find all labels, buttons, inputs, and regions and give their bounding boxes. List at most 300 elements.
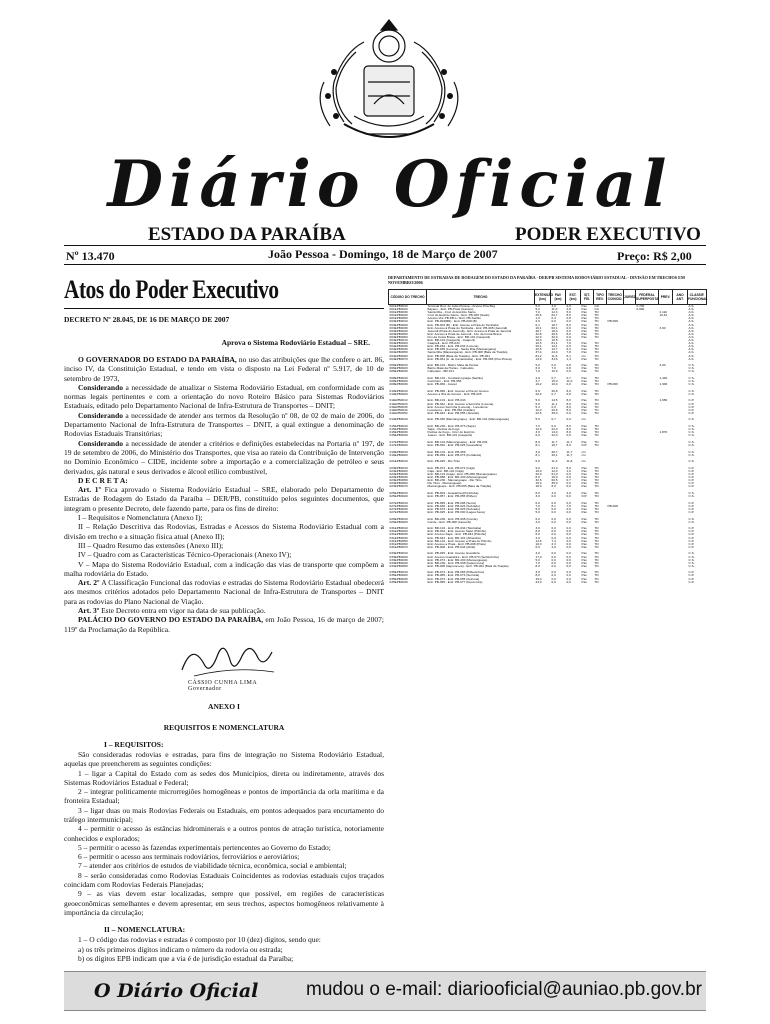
table-cell: C.S. (688, 453, 695, 457)
table-cell: TD (594, 367, 599, 371)
table-cell: Pav (581, 428, 587, 432)
table-cell: Pav (581, 367, 587, 371)
table-cell: C.S. (688, 418, 695, 422)
table-cell: 0,0 (566, 329, 571, 333)
table-cell: 0,0 (566, 320, 571, 324)
table-cell (673, 581, 688, 584)
table-cell: C.P. (688, 527, 695, 531)
table-cell: 15,0 (535, 577, 542, 581)
table-cell: 22,0 (551, 434, 558, 438)
table-cell: 031EPB0040 (389, 536, 408, 540)
table-cell: 20,0 (535, 473, 542, 477)
table-cell: 6,0 (535, 460, 540, 464)
footer-banner (64, 971, 706, 1011)
table-cell: Mamanguape - Entr. PB-065 (Baía da Traição) (427, 485, 492, 489)
table-cell: C.P. (688, 466, 695, 470)
table-cell: 18,7 (551, 443, 558, 447)
decree-closing: PALÁCIO DO GOVERNO DO ESTADO DA PARAÍBA, em João Pessoa, 16 de março de 2007; 119º da Proclamação da República. (64, 615, 384, 634)
table-cell: Pav (581, 370, 587, 374)
table-cell: 6,9 (535, 389, 540, 393)
table-cell: Entr. Acesso Sapé - Entr. PB-044 (Pitimbu) (427, 533, 487, 537)
table-cell: 021EPB0010 (389, 460, 408, 464)
table-cell: TD (594, 348, 599, 352)
table-cell: C.S. (688, 564, 695, 568)
table-cell: 62,7 (551, 314, 558, 318)
table-cell: 7,4 (551, 539, 556, 543)
table-cell: Entr. PB-073 - Entr. PB-055 (Araruna) (427, 577, 480, 581)
table-cell: 2,0 (551, 545, 556, 549)
table-cell: 0,0 (551, 517, 556, 521)
table-cell: C.S. (688, 555, 695, 559)
table-cell: 10,61 (659, 314, 668, 318)
table-cell: Entr. BR-101 - Bairro Mata da Hortas (427, 364, 479, 368)
table-cell: 8,1 (535, 443, 540, 447)
table-cell: C.P. (688, 469, 695, 473)
table-cell: 5,0 (535, 507, 540, 511)
table-cell: 0,0 (551, 364, 556, 368)
table-cell: Pav (581, 389, 587, 393)
requisite-item: 3 – ligar duas ou mais Rodovias Federais ou Estaduais, em pontos adequados para encurtamento do tráfego intermunicipal; (64, 805, 384, 824)
table-cell: 22,0 (535, 335, 542, 339)
table-cell: 0,7 (551, 392, 556, 396)
table-cell: Acesso a Ilha do Grosso - Entr. PB-025 (427, 392, 482, 396)
table-cell: 11,6 (551, 354, 558, 358)
table-cell: Rio Tinto - Mamanguape (427, 482, 462, 486)
table-cell: TD (594, 405, 599, 409)
footer-brand: O Diário Oficial (94, 980, 259, 1002)
table-cell: Pav (581, 311, 587, 315)
table-cell: 0,0 (551, 561, 556, 565)
table-cell: ICP (581, 495, 587, 499)
table-cell: Pav (581, 320, 587, 324)
branch-name: PODER EXECUTIVO (515, 224, 701, 245)
table-cell: Pav (581, 564, 587, 568)
table-cell: 81,2 (535, 354, 542, 358)
table-cell: 0,0 (551, 507, 556, 511)
requisite-item: 6 – permitir o acesso aos terminais rodoviários, ferroviários e aeroviários; (78, 852, 300, 862)
table-cell: A.S. (688, 351, 695, 355)
table-cell: 006EPB0010 (389, 364, 408, 368)
table-cell: 027EPB0010 (389, 501, 408, 505)
table-cell: TD (594, 326, 599, 330)
table-cell: 10,0 (535, 339, 542, 343)
nomenclature-item: a) os três primeiros dígitos indicam o número da rodovia ou estrada; (78, 944, 283, 954)
table-cell: 37,4 (535, 351, 542, 355)
table-cell: 033EPB0040 (389, 561, 408, 565)
table-cell: Entr. PB-004 (B) - Entr. Acesso a Praia do Tambaba (427, 323, 499, 327)
table-cell: 15,0 (551, 380, 558, 384)
table-cell: 8,0 (535, 440, 540, 444)
table-cell: Pav (581, 539, 587, 543)
road-table-column (388, 275, 706, 584)
table-cell: Pav (581, 323, 587, 327)
nomenclature-item (64, 963, 384, 965)
table-cell: 031EPB0020 (389, 530, 408, 534)
table-cell: 3,0 (535, 527, 540, 531)
table-cell: TD (594, 561, 599, 565)
table-cell: Pav (581, 558, 587, 562)
decree-item: III – Quadro Resumo das extensões (Anexo III); (78, 540, 224, 550)
table-cell: 8,0 (566, 402, 571, 406)
table-header-cell: SIT. FÍS. (581, 290, 594, 305)
table-header-cell: FEDERAL SUPERPOSTA (636, 290, 659, 305)
table-cell: 0,0 (566, 392, 571, 396)
table-header-cell: EXT. (km) (566, 290, 581, 305)
table-cell: 11,7 (566, 440, 573, 444)
table-cell: 8,0 (535, 564, 540, 568)
table-cell: C.P. (688, 574, 695, 578)
table-cell: Pav (581, 577, 587, 581)
table-cell: C.S. (688, 428, 695, 432)
table-cell: 7,9 (566, 342, 571, 346)
table-cell: TD (594, 539, 599, 543)
decree-article: Art. 2º A Classificação Funcional das rodovias e estradas do Sistema Rodoviário Estadual obedecerá aos mesmos critérios adotados pelo Departamento Nacional de Infra-Estrutura de Transportes – DNIT para as rodovias do Plano Nacional de Viação. (64, 578, 384, 606)
table-cell: C.P. (688, 476, 695, 480)
table-cell: 0,0 (551, 555, 556, 559)
section-title: Atos do Poder Executivo (64, 275, 279, 304)
table-cell: 32,8 (535, 332, 542, 336)
table-cell: A.S. (688, 354, 695, 358)
table-cell: C.P. (688, 530, 695, 534)
table-cell: 11,3 (551, 460, 558, 464)
table-cell: 0,0 (566, 530, 571, 534)
table-cell: Entr. PB-008 (Baía da Traição) - Entr. PB-061 (427, 354, 490, 358)
table-cell: 5,0 (535, 364, 540, 368)
table-cell: 0,7 (551, 376, 556, 380)
table-cell: 004EPB0070 (389, 357, 408, 361)
table-cell: A.S. (688, 323, 695, 327)
table-cell: 0,0 (566, 527, 571, 531)
decree-item: II – Relação Descritiva das Rodovias, Estradas e Acessos do Sistema Rodoviário Estadual com a divisão em trecho e a situação física atual (Anexo II); (64, 522, 384, 541)
table-cell: Pav (581, 380, 587, 384)
table-cell: 035EPB0040 (389, 580, 408, 584)
table-cell: 8,0 (535, 492, 540, 495)
table-cell: 7,8 (566, 351, 571, 355)
table-cell: Pav (581, 376, 587, 380)
table-cell: 16,0 (551, 476, 558, 480)
table-cell: TD (594, 571, 599, 575)
table-cell: Pedras de Fogo - Cruz do Espírito (427, 431, 475, 435)
table-cell: 0,0 (551, 552, 556, 556)
table-cell: 0,0 (551, 577, 556, 581)
table-cell: 5,4 (535, 405, 540, 409)
table-cell: 015EPB0030 (389, 431, 408, 435)
table-header-cell: TIPO REV. (594, 290, 607, 305)
table-cell: Pav (581, 425, 587, 428)
table-cell: TD (594, 383, 599, 387)
table-cell: 10,5 (535, 342, 542, 346)
table-cell: 008EPB0030 (389, 383, 408, 387)
table-cell: C.S. (688, 383, 695, 387)
table-cell: 0,0 (566, 539, 571, 543)
table-cell: A.S. (688, 357, 695, 361)
table-cell: C.S. (688, 443, 695, 447)
table-cell: C.P. (688, 411, 695, 415)
table-cell: C.P. (688, 533, 695, 537)
table-cell: 0,0 (566, 571, 571, 575)
table-cell: 025EPB0010 (389, 492, 408, 495)
annex-title: ANEXO I (208, 701, 240, 711)
table-cell: Entr. PB-065 - Entr. PB-073 (Serraria) (427, 574, 480, 578)
table-cell: 0,0 (566, 520, 571, 524)
table-cell: C.P. (688, 536, 695, 540)
table-cell: 0,0 (566, 577, 571, 581)
table-cell: Entr. PB-066 - Juarez (427, 383, 458, 387)
table-cell: 32,0 (551, 335, 558, 339)
table-cell: 003EPB0030 (389, 326, 408, 330)
table-cell: Entr. PB-061 (A. de Camaratuba) - Entr. PB-065 (Pira Pirana) (427, 357, 512, 361)
table-cell: TD (594, 533, 599, 537)
table-cell: Pav (581, 574, 587, 578)
table-cell: c/n (581, 354, 586, 358)
table-cell: TD (594, 411, 599, 415)
table-cell: TD (594, 492, 599, 495)
table-cell: TD (594, 495, 599, 499)
table-cell: Jacumã (Praia do Jacumã) - Entr. Acesso à Praia do Jacumã (427, 329, 512, 333)
table-cell: 14,0 (551, 431, 558, 435)
table-cell: 035EPB0020 (389, 574, 408, 578)
table-cell: 8,0 (566, 425, 571, 428)
table-cell: 14,6 (535, 539, 542, 543)
table-cell: 8,0 (566, 314, 571, 318)
table-cell: Entr. PB-032 - Entr. PB-025 (Guarabira) (427, 443, 483, 447)
table-cell: 7,0 (535, 561, 540, 565)
table-cell: 0,0 (566, 326, 571, 330)
table-header-cell: ANO ANT. (673, 290, 688, 305)
table-cell: A.S. (688, 314, 695, 318)
table-cell: 006EPB0020 (389, 367, 408, 371)
table-cell: 0,8 (566, 364, 571, 368)
table-header-cell: TRECHO (427, 290, 535, 305)
table-cell: 2,3 (551, 542, 556, 546)
table-cell: 023EPB0050 (389, 479, 408, 483)
table-cell: A.S. (688, 342, 695, 346)
table-cell: 003EPB0040 (389, 329, 408, 333)
table-cell: Pav (581, 431, 587, 435)
table-cell: 8,0 (566, 428, 571, 432)
table-cell: 10,0 (551, 383, 558, 387)
table-cell: 0,0 (551, 564, 556, 568)
table-cell: 5,6 (566, 311, 571, 315)
table-cell: TD (594, 527, 599, 531)
table-cell: C.S. (688, 380, 695, 384)
table-cell: TD (594, 399, 599, 403)
table-cell: 0,0 (551, 320, 556, 324)
table-cell: 4,8 (566, 308, 571, 312)
table-cell: 0,0 (551, 527, 556, 531)
table-cell: TD (594, 357, 599, 361)
table-cell: TD (594, 552, 599, 556)
table-cell: 11,0 (566, 380, 573, 384)
table-cell: Pav (581, 476, 587, 480)
table-cell: 0,0 (551, 580, 556, 584)
table-cell: Pav (581, 482, 587, 486)
table-cell: Entr. BR-230 - Entr. PB-008 (Itapororoca) (427, 561, 485, 565)
table-cell: 015EPB0010 (389, 425, 408, 428)
table-cell: Pav (581, 383, 587, 387)
section-rule (64, 308, 384, 309)
table-cell: Pav (581, 348, 587, 352)
table-cell: TD (594, 314, 599, 318)
table-cell: 13,9 (535, 357, 542, 361)
table-cell: 35,0 (551, 482, 558, 486)
decree-paragraph: Considerando a necessidade de atualizar o Sistema Rodoviário Estadual, em conformidade com as normas legais pertinentes e com a orientação do novo Roteiro Básico para Sistemas Rodoviários Estaduais, editado pelo Departamento Nacional de Infra-Estrutura de Transportes – DNIT; (64, 382, 384, 411)
table-cell: 40,1 (551, 453, 558, 457)
table-cell: Pav (581, 335, 587, 339)
table-cell: 0,7 (551, 418, 556, 422)
requisite-item: 1 – ligar a Capital do Estado com as sedes dos Municípios, direta ou indiretamente, através dos Sistemas Rodoviários Estadual e Federal; (64, 768, 384, 787)
table-cell: TD (594, 425, 599, 428)
table-cell: Conde - Entr. PB-008 (Jacumã) (427, 520, 471, 524)
table-cell: TD (594, 485, 599, 489)
table-cell: Pav (581, 434, 587, 438)
table-cell: Pav (581, 555, 587, 559)
table-cell: TD (594, 434, 599, 438)
table-cell: 1,900 (659, 383, 668, 387)
table-cell: 0,900 (636, 308, 645, 312)
table-cell: 10,9 (551, 370, 558, 374)
table-cell: 2,110 (659, 311, 668, 315)
table-cell: Pav (581, 351, 587, 355)
table-cell (624, 581, 636, 584)
table-cell: Entr. PB-073 - Entr. PB-065 (Pilõezinhos) (427, 571, 485, 575)
table-cell: Gurinhém - Entr. PB-066 (427, 380, 462, 384)
table-cell: 003EPB0010 (389, 320, 408, 324)
table-cell: ICP (581, 443, 587, 447)
table-cell: C.S. (688, 364, 695, 368)
table-cell: C.S. (688, 460, 695, 464)
table-cell: 0,0 (566, 339, 571, 343)
table-cell: 20,6 (535, 314, 542, 318)
table-cell: 027EPB0020 (389, 504, 408, 508)
table-cell: C.S. (688, 370, 695, 374)
table-cell: A.S. (688, 335, 695, 339)
table-cell: C.P. (688, 501, 695, 505)
table-cell: Entr. PB-025 - Entr. PB-030 (Lagoa Seca) (427, 510, 485, 514)
table-cell: 0,0 (551, 536, 556, 540)
table-cell: 5,0 (535, 304, 540, 308)
table-cell: 001EPB0030 (389, 311, 408, 315)
table-cell: A.S. (688, 311, 695, 315)
table-cell: Pav (581, 308, 587, 312)
table-cell: 001EPB0050 (389, 317, 408, 321)
table-cell: Entr. BR-101 (Mamanguape) - Entr. PB-032 (427, 440, 488, 444)
table-cell: 031EPB0030 (389, 533, 408, 537)
decree-column (64, 275, 384, 965)
table-cell: Entr. PB-057 - Entr. PB-055 (Pilões) (427, 495, 477, 499)
requisite-item: 7 – atender aos critérios de estudos de viabilidade técnica, econômica, social e ambiental; (78, 861, 347, 871)
table-cell: 0,0 (566, 507, 571, 511)
table-cell: 0,0 (566, 574, 571, 578)
table-cell: 6,0 (535, 367, 540, 371)
table-cell: C.S. (688, 367, 695, 371)
table-cell: 023EPB0040 (389, 476, 408, 480)
requisite-item: 2 – integrar politicamente microrregiões homogêneas e pontos de importância da orla marítima e da fronteira Estadual; (64, 787, 384, 806)
table-cell: 0,0 (566, 495, 571, 499)
table-cell: C.P. (688, 479, 695, 483)
table-cell: 008EPB0010 (389, 376, 408, 380)
table-cell: 0,0 (566, 517, 571, 521)
table-cell: TD (594, 351, 599, 355)
table-cell: TD (594, 555, 599, 559)
table-cell: TD (594, 354, 599, 358)
table-cell: 0,0 (566, 370, 571, 374)
table-cell: Santa Rita - Cruz do Espírito Santo (427, 311, 476, 315)
table-cell: 5,0 (535, 510, 540, 514)
table-cell: Bayeux - Entr. PB-Praia (Garapu) (427, 308, 474, 312)
table-cell: 10,0 (535, 469, 542, 473)
table-cell: 10,0 (535, 542, 542, 546)
table-cell: 006EPB0030 (389, 370, 408, 374)
table-cell: 0,0 (566, 383, 571, 387)
table-cell: Entr. BR-230 - Entr. PB-073 (Sapé) (427, 425, 476, 428)
table-cell: 5,0 (535, 558, 540, 562)
table-cell: 6,0 (535, 517, 540, 521)
table-cell: Pav (581, 536, 587, 540)
table-cell: 22,6 (551, 408, 558, 412)
table-cell: TD (594, 580, 599, 584)
table-cell: 2,0 (535, 320, 540, 324)
table-cell: C.P. (688, 402, 695, 406)
table-cell: 8,0 (566, 431, 571, 435)
table-cell: 0,0 (551, 425, 556, 428)
table-cell (659, 581, 673, 584)
table-cell: 10,5 (551, 339, 558, 343)
table-cell: A.S. (688, 304, 695, 308)
table-cell: C.S. (688, 558, 695, 562)
table-cell: Sapé - Pedras de Fogo (427, 428, 460, 432)
table-header-cell: PAV (km) (551, 290, 566, 305)
table-cell (607, 581, 624, 584)
table-cell: 4,0 (566, 492, 571, 495)
table-cell: TD (594, 536, 599, 540)
table-cell: 1,0 (535, 317, 540, 321)
table-cell: Entr. PB-008 (Itapororoca) - Entr. PB-004 (Baía da Traição) (427, 564, 509, 568)
table-cell: Cruz do Espírito Santo - Entr. PB-025 (Gado) (427, 314, 490, 318)
signature-name: CÁSSIO CUNHA LIMA (188, 679, 258, 686)
table-cell: 7,0 (535, 425, 540, 428)
table-cell: 17,0 (535, 555, 542, 559)
table-cell: 26,1 (535, 345, 542, 349)
table-cell: 023EPB0020 (389, 469, 408, 473)
table-cell: Pav (581, 342, 587, 346)
table-cell: Pav (581, 440, 587, 444)
table-cell: 6,0 (535, 402, 540, 406)
table-cell: Pav (581, 411, 587, 415)
table-cell: 9,0 (535, 466, 540, 470)
table-cell: Pav (581, 317, 587, 321)
table-cell: 11,0 (551, 308, 558, 312)
table-cell: Entr. PB-034 - Entr. Acesso Sapé (Pitimbu) (427, 530, 487, 534)
table-cell: 0,0 (551, 530, 556, 534)
table-cell: Entr. PB-025 - Rio Tinto (427, 460, 460, 464)
table-cell: C.P. (688, 539, 695, 543)
table-cell: 4,0 (551, 492, 556, 495)
table-cell: TD (594, 323, 599, 327)
table-cell: Pav (581, 517, 587, 521)
table-cell: Entr. BR-230 - Entr. PB-008 (Conde) (427, 517, 478, 521)
table-cell: 7,0 (566, 504, 571, 508)
table-cell: TD (594, 476, 599, 480)
table-cell: 21,0 (551, 466, 558, 470)
table-cell: 22,0 (551, 428, 558, 432)
table-cell: Entr. BR-101 - Entr. PB-043 (427, 399, 466, 403)
table-cell: 003EPB0050 (389, 332, 408, 336)
table-cell: Pav (581, 314, 587, 318)
table-cell: 0,8 (566, 367, 571, 371)
requisite-item: 8 – serão consideradas como Rodovias Estaduais Coincidentes as rodovias estaduais cujos traçados coincidam com Rodovias Federais Planejadas; (64, 870, 384, 890)
table-cell: 010EPB0020 (389, 392, 408, 396)
